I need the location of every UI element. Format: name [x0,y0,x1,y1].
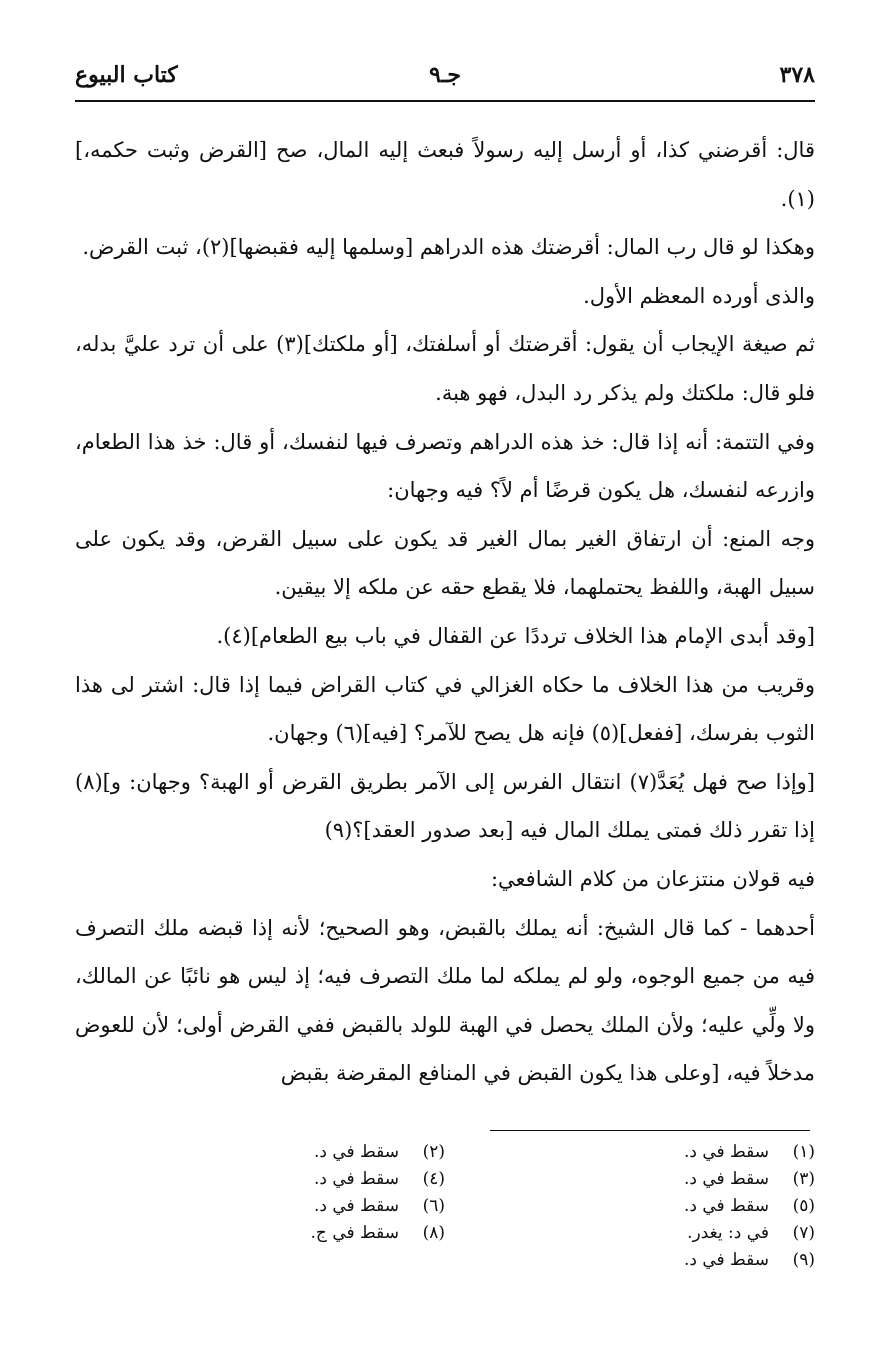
footnote-number: (٧) [792,1223,815,1243]
paragraph: وفي التتمة: أنه إذا قال: خذ هذه الدراهم وتصرف فيها لنفسك، أو قال: خذ هذا الطعام، وازرعه لنفسك، هل يكون قرضًا أم لاً؟ فيه وجهان: [75,429,815,503]
volume-label: جـ٩ [429,62,461,88]
footnote [75,1166,445,1193]
footnote-text: سقط في د. [683,1196,769,1216]
footnote-number: (٤) [422,1169,445,1189]
footnote-number: (٢) [422,1142,445,1162]
paragraph: فيه قولان منتزعان من كلام الشافعي: [490,866,815,891]
footnote-number: (٣) [792,1169,815,1189]
footnote [75,1193,445,1220]
paragraph: [وإذا صح فهل يُعَدَّ(٧) انتقال الفرس إلى الآمر بطريق القرض أو الهبة؟ وجهان: و](٨) إذا تقرر ذلك فمتى يملك المال فيه [بعد صدور العقد]؟(٩) [75,769,815,843]
footnote-number: (٦) [422,1196,445,1216]
paragraph: قال: أقرضني كذا، أو أرسل إليه رسولاً فبعث إليه المال، صح [القرض وثبت حكمه،](١). [75,138,815,211]
footnote-number: (١) [792,1142,815,1162]
footnote-text: سقط في د. [313,1142,399,1162]
footnotes [75,1139,815,1274]
paragraph: وهكذا لو قال رب المال: أقرضتك هذه الدراهم [وسلمها إليه فقبضها](٢)، ثبت القرض. [82,235,815,260]
footnote-text: سقط في د. [683,1250,769,1270]
footnote-text: سقط في ج. [310,1223,399,1243]
footnote-text: في د: يغدر. [687,1223,769,1243]
footnote [75,1220,445,1247]
footnote-divider [490,1130,810,1131]
book-title: كتاب البيوع [75,62,178,88]
paragraph: أحدهما - كما قال الشيخ: أنه يملك بالقبض، وهو الصحيح؛ لأنه إذا قبضه ملك التصرف فيه من جميع الوجوه، ولو لم يملكه لما ملك التصرف فيه؛ إذ ليس هو نائبًا عن المالك، ولا ولِّي عليه؛ ولأن الملك يحصل في الهبة للولد بالقبض ففي القرض أولى؛ لأن للعوض مدخلاً فيه، [وعلى هذا يكون القبض في المنافع المقرضة بقبض [75,915,815,1086]
paragraph: وقريب من هذا الخلاف ما حكاه الغزالي في كتاب القراض فيما إذا قال: اشتر لى هذا الثوب بفرسك، [ففعل](٥) فإنه هل يصح للآمر؟ [فيه](٦) وجهان. [75,672,815,746]
paragraph: ثم صيغة الإيجاب أن يقول: أقرضتك أو أسلفتك، [أو ملكتك](٣) على أن ترد عليَّ بدله، فلو قال: ملكتك ولم يذكر رد البدل، فهو هبة. [75,332,816,405]
footnote-text: سقط في د. [683,1169,769,1189]
running-header [75,62,815,96]
footnote-text: سقط في د. [683,1142,769,1162]
footnote [445,1166,815,1193]
footnote [445,1139,815,1166]
footnote-text: سقط في د. [313,1169,399,1189]
footnote [445,1193,815,1220]
page-number: ٣٧٨ [779,62,815,88]
header-divider [75,100,815,102]
paragraph: [وقد أبدى الإمام هذا الخلاف ترددًا عن القفال في باب بيع الطعام](٤). [216,623,815,648]
main-text [75,126,815,1098]
paragraph: وجه المنع: أن ارتفاق الغير بمال الغير قد يكون على سبيل القرض، وقد يكون على سبيل الهبة، واللفظ يحتملهما، فلا يقطع حقه عن ملكه إلا بيقين. [75,526,815,600]
footnote-text: سقط في د. [313,1196,399,1216]
footnote [75,1139,445,1166]
footnote-number: (٨) [422,1223,445,1243]
footnote [445,1220,815,1247]
footnote-number: (٩) [792,1250,815,1270]
paragraph: والذى أورده المعظم الأول. [583,283,815,308]
footnote [445,1247,815,1274]
footnote-number: (٥) [792,1196,815,1216]
